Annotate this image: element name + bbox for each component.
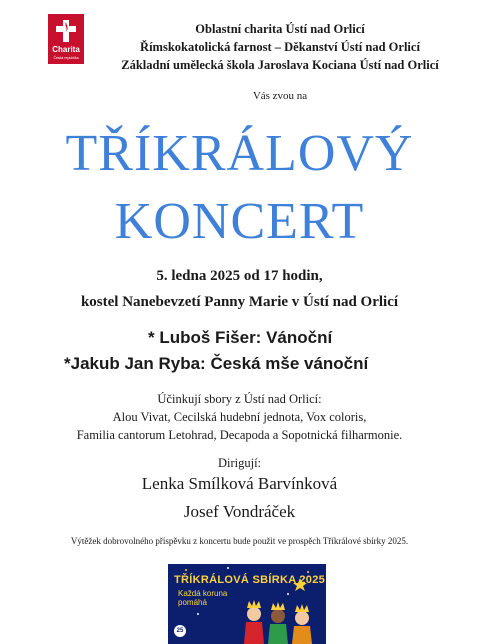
event-venue: kostel Nanebevzetí Panny Marie v Ústí nad Orlicí bbox=[80, 294, 399, 310]
event-date: 5. ledna 2025 od 17 hodin, bbox=[156, 268, 323, 284]
title-line-1: TŘÍKRÁLOVÝ bbox=[65, 125, 414, 182]
organizer-line: Základní umělecká škola Jaroslava Kociana Ústí nad Orlicí bbox=[121, 58, 439, 72]
performers-line-2: Familia cantorum Letohrad, Decapoda a Sopotnická filharmonie. bbox=[76, 428, 403, 442]
banner-badge: 25 bbox=[174, 625, 186, 637]
logo-name: Charita bbox=[52, 45, 80, 54]
program-item-2: *Jakub Jan Ryba: Česká mše vánoční bbox=[64, 354, 369, 373]
sbirka-banner bbox=[168, 564, 326, 644]
performers-heading: Účinkují sbory z Ústí nad Orlicí: bbox=[157, 392, 322, 406]
conductor-name: Josef Vondráček bbox=[183, 502, 296, 521]
charita-logo bbox=[48, 14, 84, 64]
footer-note: Výtěžek dobrovolného příspěvku z koncertu bude použit ve prospěch Tříkrálové sbírky 2025. bbox=[70, 536, 409, 546]
logo-subtitle: Česká republika bbox=[53, 56, 79, 60]
cross-flame-icon bbox=[54, 18, 78, 44]
title-line-2: KONCERT bbox=[114, 193, 365, 250]
organizer-line: Oblastní charita Ústí nad Orlicí bbox=[195, 22, 365, 36]
organizer-line: Římskokatolická farnost – Děkanství Ústí nad Orlicí bbox=[140, 40, 420, 54]
performers-line-1: Alou Vivat, Cecilská hudební jednota, Vox coloris, bbox=[112, 410, 367, 424]
banner-title: TŘÍKRÁLOVÁ SBÍRKA 2025 bbox=[174, 574, 326, 586]
invite-text: Vás zvou na bbox=[252, 90, 308, 102]
conductor-name: Lenka Smílková Barvínková bbox=[141, 474, 338, 493]
conductors-heading: Dirigují: bbox=[217, 456, 262, 470]
program-item-1: * Luboš Fišer: Vánoční bbox=[148, 328, 333, 347]
banner-slogan: Každá koruna pomáhá bbox=[178, 589, 228, 607]
